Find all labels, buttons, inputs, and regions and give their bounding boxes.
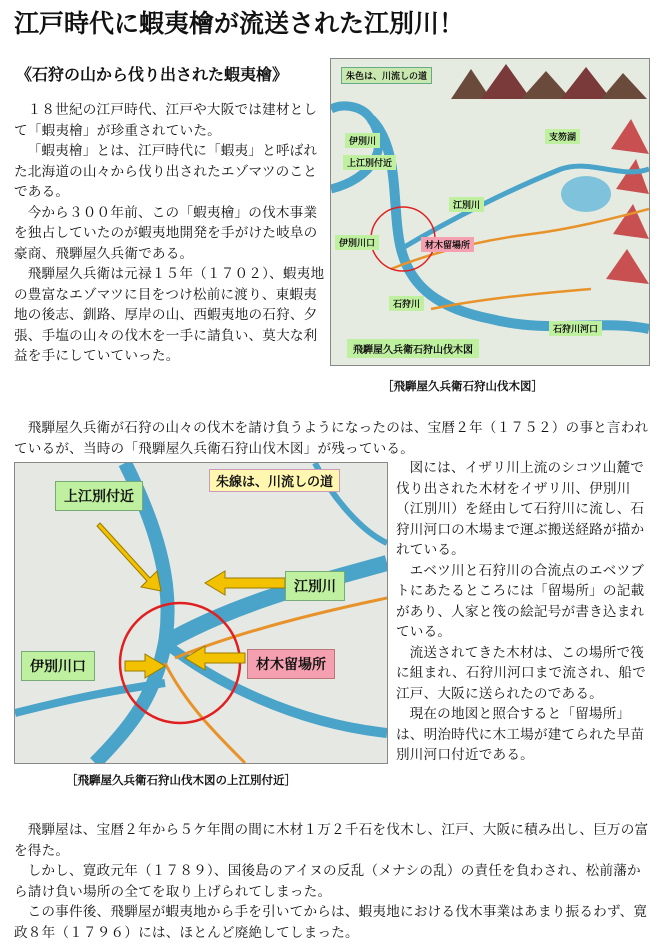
paragraph: 今から３００年前、この「蝦夷檜」の伐木事業を独占していたのが蝦夷地開発を手がけた岐阜の豪商、飛騨屋久兵衛である。	[14, 204, 318, 262]
paragraph-full: 飛騨屋久兵衛が石狩の山々の伐木を請け負うようになったのは、宝暦２年（１７５２）の事と言われているが、当時の「飛騨屋久兵衛石狩山伐木図」が残っている。	[14, 420, 649, 457]
map-label-ibetsugawa: 伊別川	[345, 133, 380, 148]
left-column-text	[14, 100, 326, 367]
map-label-kamiebetsu: 上江別付近	[55, 481, 143, 511]
map-label-ishikari-kakou: 石狩川河口	[549, 321, 602, 336]
map-label-shikotsu: 支笏湖	[545, 129, 580, 144]
legend-label: 朱線は、川流しの道	[209, 469, 340, 492]
map-title-label: 飛騨屋久兵衛石狩山伐木図	[347, 339, 479, 358]
paragraph: 「蝦夷檜」とは、江戸時代に「蝦夷」と呼ばれた北海道の山々から伐り出されたエゾマツのことである。	[14, 143, 318, 200]
paragraph: 飛騨屋久兵衛は元禄１５年（１７０２）、蝦夷地の豊富なエゾマツに目をつけ松前に渡り、東蝦夷地の後志、釧路、厚岸の山、西蝦夷地の石狩、夕張、手塩の山々の伐木を一手に請負い、莫大な利益を手にしていていった。	[14, 266, 325, 364]
map-label-ebetsugawa: 江別川	[285, 571, 345, 601]
right-column-text: 図には、イザリ川上流のシコツ山麓で伐り出された木材をイザリ川、伊別川（江別川）を経由して石狩川に流し、石狩川河口の木場まで運ぶ搬送経路が描かれている。 エベツ川と石狩川の合流点のエベツブトにあたるところには「留場所」の記載があり、人家と筏の絵記号が書き込まれている。 流送されてきた木材は、この場所で筏に組まれ、石狩川河口まで流され、船で江戸、大阪に送られたのである。 現在の地図と照合すると「留場所」は、明治時代に木工場が建てられた早苗別川河口付近である。	[396, 460, 646, 763]
map-kamiebetsu-detail	[14, 462, 388, 764]
legend-label: 朱色は、川流しの道	[341, 67, 432, 84]
map-label-kamiebetsu: 上江別付近	[343, 155, 396, 170]
map1-caption: ［飛騨屋久兵衛石狩山伐木図］	[382, 379, 543, 393]
map-illustration	[331, 59, 649, 365]
bottom-text: 飛騨屋は、宝暦２年から５ケ年間の間に木材１万２千石を伐木し、江戸、大阪に積み出し、巨万の富を得た。 しかし、寛政元年（１７８９）、国後島のアイヌの反乱（メナシの乱）の責任を負わされ、松前藩から請け負い場所の全てを取り上げられてしまった。 この事件後、飛騨屋が蝦夷地から手を引いてからは、蝦夷地における伐木事業はあまり振るわず、寛政８年（１７９６）には、ほとんど廃絶してしまった。	[14, 822, 649, 941]
map-label-ibetsukawaguchi: 伊別川口	[335, 235, 379, 250]
map2-caption: ［飛騨屋久兵衛石狩山伐木図の上江別付近］	[66, 773, 296, 787]
section-subtitle: 《石狩の山から伐り出された蝦夷檜》	[16, 65, 289, 84]
page-title: 江戸時代に蝦夷檜が流送された江別川！	[14, 9, 465, 38]
map-ishikari-logging	[330, 58, 650, 366]
map-label-zaimoku: 材木留場所	[421, 237, 474, 252]
map-label-zaimoku: 材木留場所	[247, 649, 335, 679]
map-label-ibetsukawaguchi: 伊別川口	[21, 651, 95, 681]
map-label-ishikarigawa: 石狩川	[389, 296, 424, 311]
map-label-ebetsugawa: 江別川	[449, 197, 484, 212]
paragraph: １８世紀の江戸時代、江戸や大阪では建材として「蝦夷檜」が珍重されていた。	[14, 102, 318, 139]
